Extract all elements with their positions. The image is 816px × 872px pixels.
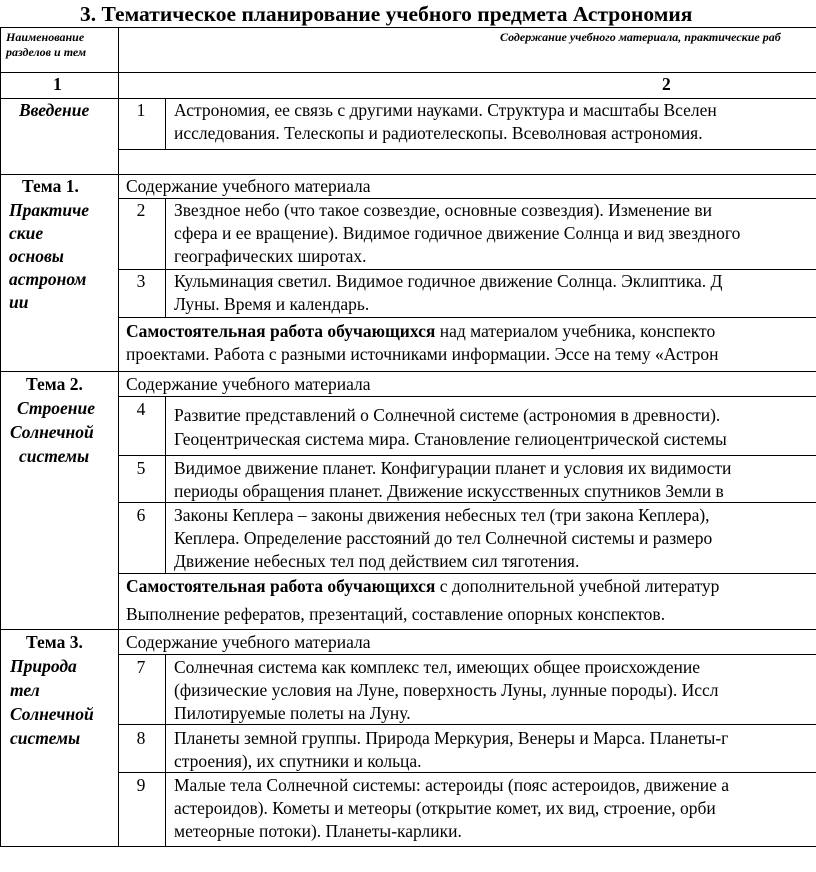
table-border-left <box>0 27 1 847</box>
table-border-bottom <box>0 846 816 847</box>
t1-row-num: 2 <box>136 200 146 220</box>
t2-row-line: Кеплера. Определение расстояний до тел Солнечной системы и размеро <box>174 528 713 548</box>
topic1-name-line: ские <box>9 223 44 243</box>
t3-row-line: Малые тела Солнечной системы: астероиды (пояс астероидов, движение а <box>174 775 730 795</box>
topic3-name-line: тел <box>10 680 40 700</box>
topic1-top <box>0 174 816 175</box>
topic2-name-line: системы <box>19 446 90 466</box>
t1-independent-label: Самостоятельная работа обучающихся <box>126 321 436 341</box>
header-col1-line2: разделов и тем <box>6 45 87 59</box>
t1-row-num: 3 <box>136 271 146 291</box>
t3-row-line: астероидов). Кометы и метеоры (открытие комет, их вид, строение, орби <box>174 798 716 818</box>
t3-row-line: Пилотируемые полеты на Луну. <box>174 703 411 723</box>
topic1-name-line: основы <box>9 246 64 266</box>
t1-independent-text: над материалом учебника, конспекто <box>435 321 716 341</box>
t2-num-divider <box>165 396 166 573</box>
topic3-top <box>0 629 816 630</box>
t2-content-header-divider <box>118 396 816 397</box>
t3-row-line: (физические условия на Луне, поверхность Луны, лунные породы). Иссл <box>174 680 719 700</box>
intro-line1: Астрономия, ее связь с другими науками. Структура и масштабы Вселен <box>174 100 717 120</box>
topic3-name-line: системы <box>10 728 81 748</box>
t1-row-line: Луны. Время и календарь. <box>174 294 370 314</box>
topic1-name-line: ии <box>9 292 29 312</box>
t2-independent-label: Самостоятельная работа обучающихся <box>126 576 436 596</box>
intro-inner-divider <box>118 149 816 150</box>
topic3-name-line: Солнечной <box>10 704 94 724</box>
t3-row-num: 7 <box>136 657 146 677</box>
topic1-name-line: астроном <box>9 269 87 289</box>
planning-table <box>0 27 816 847</box>
topic1-name-line: Практиче <box>9 200 90 220</box>
column-divider <box>118 27 119 847</box>
t3-row-num: 8 <box>136 728 146 748</box>
t1-row3-divider <box>118 317 816 318</box>
t2-row-line: Законы Кеплера – законы движения небесных тел (три закона Кеплера), <box>174 505 710 525</box>
t3-row-line: строения), их спутники и кольца. <box>174 751 422 771</box>
t2-independent-work <box>126 575 719 598</box>
t1-row-line: сфера и ее вращение). Видимое годичное движение Солнца и вид звездного <box>174 223 741 243</box>
t1-independent-line2: проектами. Работа с разными источниками информации. Эссе на тему «Астрон <box>126 344 719 364</box>
header-num2: 2 <box>662 74 671 94</box>
t2-row-line: Геоцентрическая система мира. Становление гелиоцентрической системы <box>174 429 727 449</box>
topic2-name-line: Солнечной <box>10 422 94 442</box>
t2-row-line: Движение небесных тел под действием сил тяготения. <box>174 551 580 571</box>
t3-row-line: Солнечная система как комплекс тел, имеющих общее происхождение <box>174 657 701 677</box>
t2-row4-divider <box>118 455 816 456</box>
topic3-label: Тема 3. <box>26 632 83 652</box>
t3-row-line: метеорные потоки). Планеты-карлики. <box>174 821 462 841</box>
header-col1-line1: Наименование <box>6 30 85 44</box>
t3-row-num: 9 <box>136 775 146 795</box>
topic2-name-line: Строение <box>17 398 96 418</box>
intro-line2: исследования. Телескопы и радиотелескопы. Всеволновая астрономия. <box>174 123 703 143</box>
t3-num-divider <box>165 654 166 846</box>
t2-independent-text: с дополнительной учебной литератур <box>435 576 720 596</box>
t3-content-header: Содержание учебного материала <box>126 632 371 652</box>
topic2-label: Тема 2. <box>26 374 83 394</box>
t1-row-line: Кульминация светил. Видимое годичное движение Солнца. Эклиптика. Д <box>174 271 723 291</box>
topic3-name-line: Природа <box>10 656 77 676</box>
t2-row-line: Развитие представлений о Солнечной системе (астрономия в древности). <box>174 405 721 425</box>
t3-content-header-divider <box>118 654 816 655</box>
t2-row-num: 6 <box>136 505 146 525</box>
topic1-label: Тема 1. <box>22 176 79 196</box>
intro-num: 1 <box>136 100 146 120</box>
intro-name: Введение <box>19 100 90 120</box>
header-num1: 1 <box>53 74 62 94</box>
page-title: 3. Тематическое планирование учебного предмета Астрономия <box>80 2 693 26</box>
topic2-top <box>0 371 816 372</box>
header-divider <box>0 72 816 73</box>
t1-content-header: Содержание учебного материала <box>126 176 371 196</box>
t2-row-line: периоды обращения планет. Движение искусственных спутников Земли в <box>174 481 724 501</box>
t2-independent-line2: Выполнение рефератов, презентаций, составление опорных конспектов. <box>126 604 666 624</box>
t2-row-line: Видимое движение планет. Конфигурации планет и условия их видимости <box>174 458 732 478</box>
t1-independent-work <box>126 320 715 343</box>
header-col2: Содержание учебного материала, практические раб <box>500 30 781 44</box>
t2-row6-divider <box>118 573 816 574</box>
t1-row-line: географических широтах. <box>174 246 367 266</box>
t2-row-num: 4 <box>136 399 146 419</box>
t2-content-header: Содержание учебного материала <box>126 374 371 394</box>
t1-row-line: Звездное небо (что такое созвездие, основные созвездия). Изменение ви <box>174 200 712 220</box>
t1-num-divider <box>165 198 166 317</box>
table-border-top <box>0 27 816 28</box>
t3-row-line: Планеты земной группы. Природа Меркурия, Венеры и Марса. Планеты-г <box>174 728 729 748</box>
t2-row-num: 5 <box>136 458 146 478</box>
intro-num-divider <box>165 98 166 149</box>
